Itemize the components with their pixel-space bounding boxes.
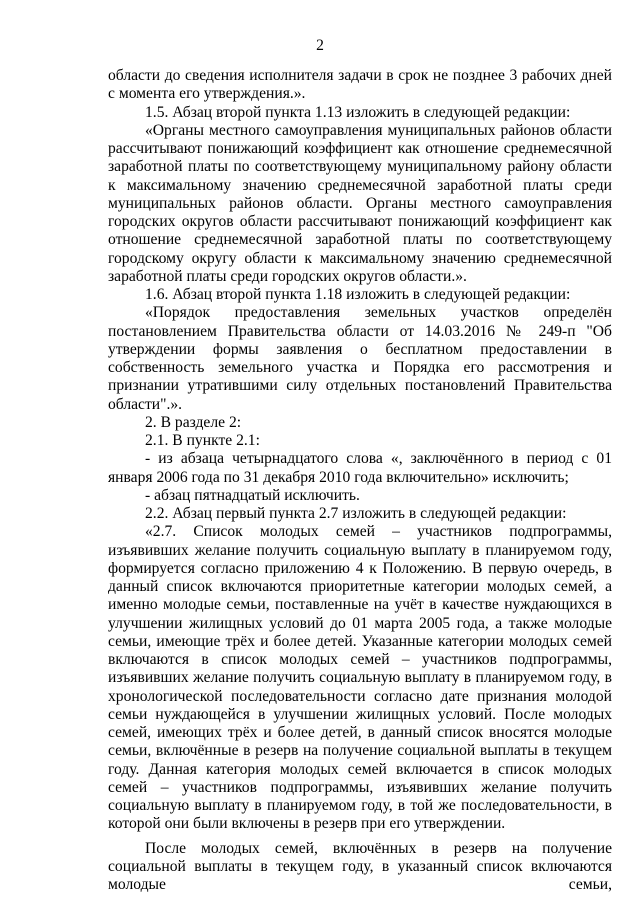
- paragraph: «Органы местного самоуправления муниципальных районов области рассчитывают понижающий коэффициент как отношение среднемесячной заработной платы по соответствующему муниципальному району области к максимальному значению среднемесячной заработной платы среди муниципальных районов области. Органы местного самоуправления городских округов области рассчитывают понижающий коэффициент как отношение среднемесячной заработной платы по соответствующему городскому округу области к максимальному значению среднемесячной заработной платы среди городских округов области.».: [108, 121, 612, 285]
- paragraph: После молодых семей, включённых в резерв на получение социальной выплаты в текущем году, в указанный список включаются молодые семьи,: [108, 839, 612, 893]
- paragraph: 2. В разделе 2:: [145, 413, 242, 431]
- paragraph: «Порядок предоставления земельных участков определён постановлением Правительства области от 14.03.2016 № 249-п "Об утверждении формы заявления о бесплатном предоставлении в собственность земельного участка и Порядка его рассмотрения и признании утратившими силу отдельных постановлений Правительства области".».: [108, 304, 612, 413]
- paragraph: 2.2. Абзац первый пункта 2.7 изложить в следующей редакции:: [145, 505, 567, 522]
- paragraph: 1.5. Абзац второй пункта 1.13 изложить в следующей редакции:: [145, 103, 571, 121]
- paragraph: области до сведения исполнителя задачи в срок не позднее 3 рабочих дней с момента его утверждения.».: [108, 67, 612, 103]
- paragraph: 2.1. В пункте 2.1:: [145, 432, 260, 449]
- paragraph: «2.7. Список молодых семей – участников подпрограммы, изъявивших желание получить социальную выплату в планируемом году, формируется согласно приложению 4 к Положению. В первую очередь, в данный список включаются приоритетные категории молодых семей, а именно молодые семьи, поставленные на учёт в качестве нуждающихся в улучшении жилищных условий до 01 марта 2005 года, а также молодые семьи, имеющие трёх и более детей. Указанные категории молодых семей включаются в список молодых семей – участников подпрограммы, изъявивших желание получить социальную выплату в планируемом году, в хронологической последовательности согласно дате признания молодой семьи нуждающейся в улучшении жилищных условий. После молодых семей, имеющих трёх и более детей, в данный список вносятся молодые семьи, включённые в резерв на получение социальной выплаты в текущем году. Данная категория молодых семей включается в список молодых семей – участников подпрограммы, изъявивших желание получить социальную выплату в планируемом году, в той же последовательности, в которой они были включены в резерв при его утверждении.: [108, 523, 612, 833]
- paragraph: - абзац пятнадцатый исключить.: [145, 486, 360, 504]
- document-body: [108, 67, 612, 894]
- page-number: 2: [316, 37, 324, 54]
- paragraph: - из абзаца четырнадцатого слова «, заключённого в период с 01 января 2006 года по 31 декабря 2010 года включительно» исключить;: [108, 450, 612, 486]
- paragraph: 1.6. Абзац второй пункта 1.18 изложить в следующей редакции:: [145, 286, 571, 303]
